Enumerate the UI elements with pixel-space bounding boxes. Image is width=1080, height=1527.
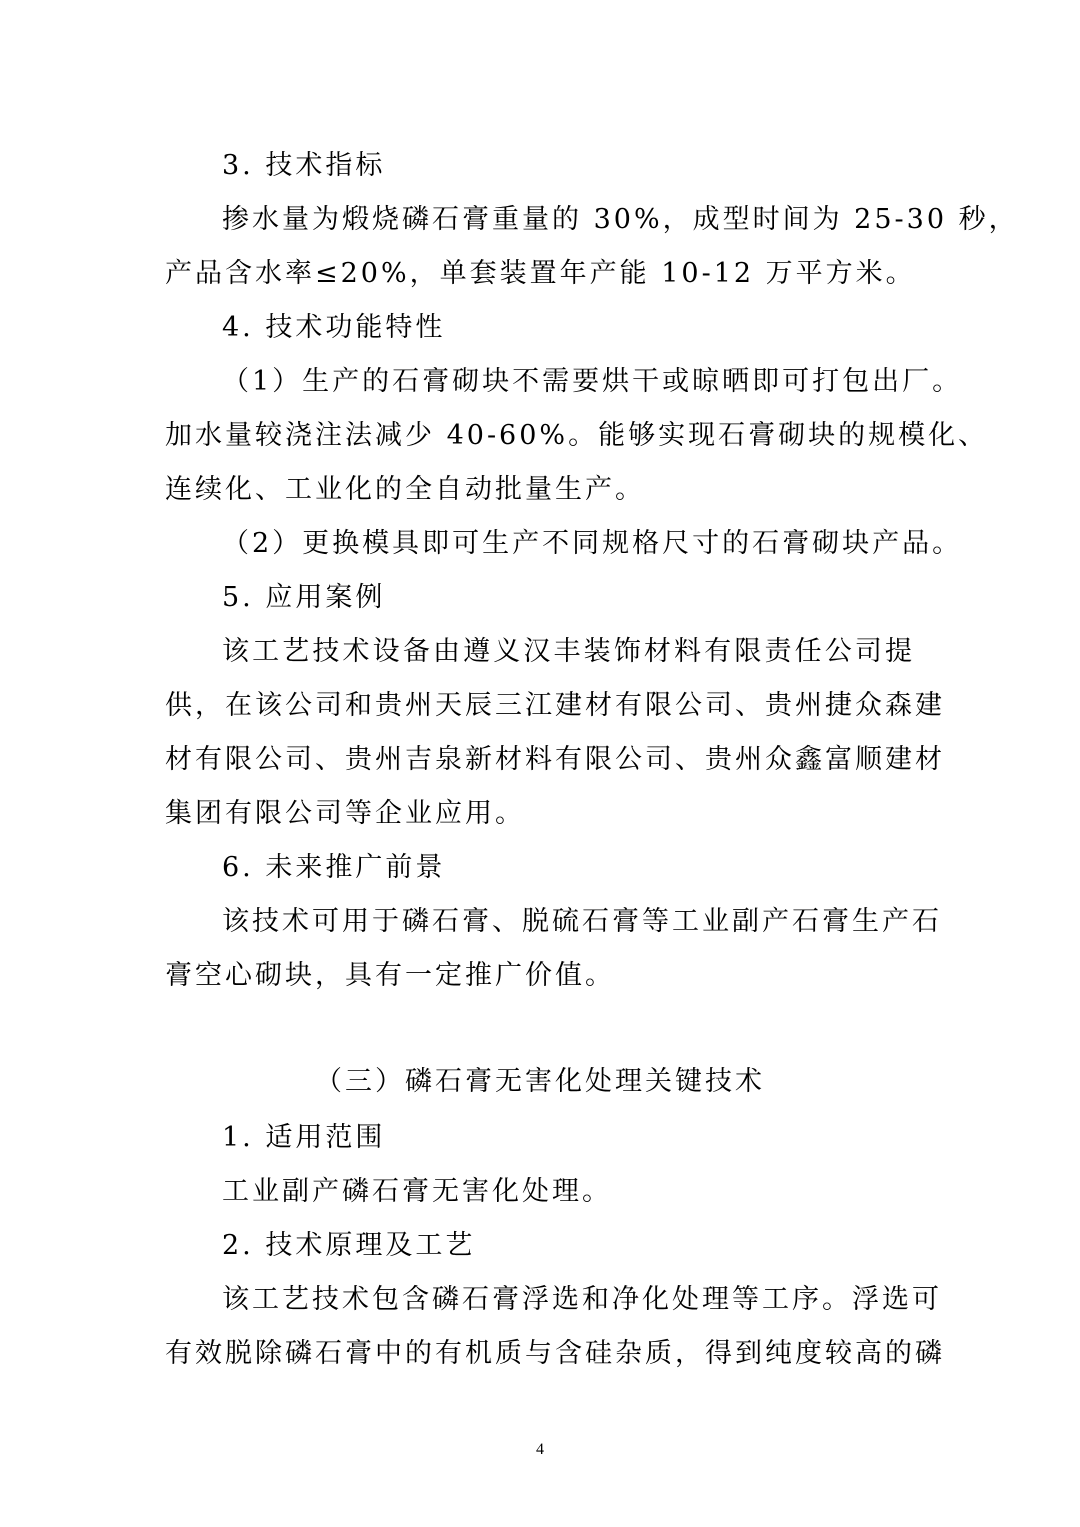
section-heading-technical-indicators: 3. 技术指标 [222, 150, 386, 181]
paragraph-line: 掺水量为煅烧磷石膏重量的 30%，成型时间为 25-30 秒， [222, 204, 1019, 235]
paragraph-line: 该工艺技术设备由遵义汉丰装饰材料有限责任公司提 [222, 636, 915, 667]
paragraph-line: 工业副产磷石膏无害化处理。 [222, 1176, 612, 1207]
paragraph-line: 连续化、工业化的全自动批量生产。 [165, 474, 645, 505]
paragraph-line: 该工艺技术包含磷石膏浮选和净化处理等工序。浮选可 [222, 1284, 942, 1315]
paragraph-line: （1）生产的石膏砌块不需要烘干或晾晒即可打包出厂。 [222, 366, 963, 397]
section-heading-application-cases: 5. 应用案例 [222, 582, 386, 613]
paragraph-line: 产品含水率≤20%，单套装置年产能 10-12 万平方米。 [165, 258, 916, 289]
paragraph-line: 有效脱除磷石膏中的有机质与含硅杂质，得到纯度较高的磷 [165, 1338, 945, 1369]
paragraph-line: （2）更换模具即可生产不同规格尺寸的石膏砌块产品。 [222, 528, 963, 559]
paragraph-line: 集团有限公司等企业应用。 [165, 798, 525, 829]
paragraph-line: 膏空心砌块，具有一定推广价值。 [165, 960, 615, 991]
paragraph-line: 供，在该公司和贵州天辰三江建材有限公司、贵州捷众森建 [165, 690, 945, 721]
section-heading-technical-features: 4. 技术功能特性 [222, 312, 446, 343]
section-heading-principle-process: 2. 技术原理及工艺 [222, 1230, 476, 1261]
chapter-heading: （三）磷石膏无害化处理关键技术 [315, 1066, 765, 1097]
paragraph-line: 材有限公司、贵州吉泉新材料有限公司、贵州众鑫富顺建材 [165, 744, 945, 775]
paragraph-line: 加水量较浇注法减少 40-60%。能够实现石膏砌块的规模化、 [165, 420, 989, 451]
section-heading-future-prospects: 6. 未来推广前景 [222, 852, 446, 883]
section-heading-scope: 1. 适用范围 [222, 1122, 386, 1153]
paragraph-line: 该技术可用于磷石膏、脱硫石膏等工业副产石膏生产石 [222, 906, 942, 937]
page-number: 4 [536, 1441, 544, 1458]
